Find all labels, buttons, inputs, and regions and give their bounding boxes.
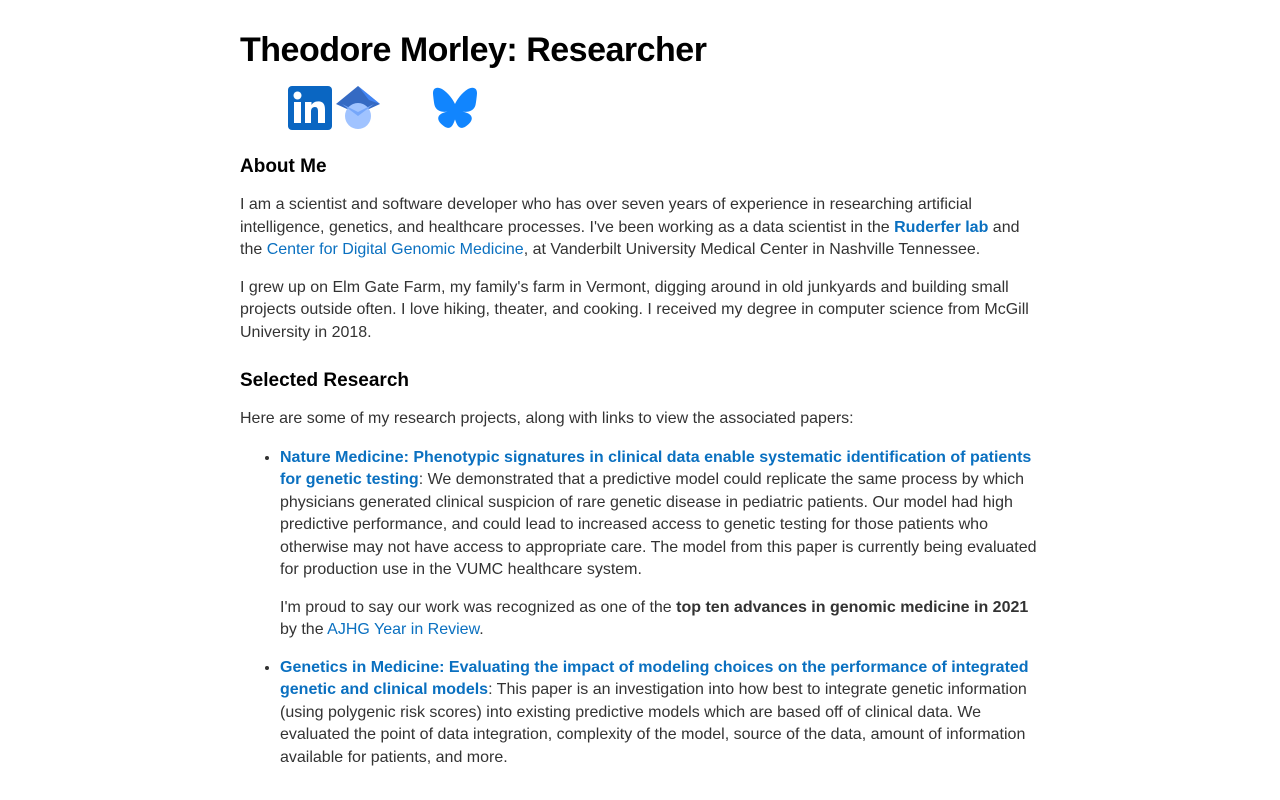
page-content [240, 0, 1040, 769]
google-scholar-link[interactable] [336, 86, 380, 130]
social-links [288, 86, 1040, 134]
about-heading: About Me [240, 156, 327, 177]
ruderfer-lab-link[interactable]: Ruderfer lab [894, 218, 989, 236]
research-item [280, 447, 1040, 642]
bluesky-link[interactable] [432, 86, 478, 130]
about-text-1: I am a scientist and software developer who has over seven years of experience in researching artificial intelligence, genetics, and healthcare processes. I've been working as a data scientist in the [240, 196, 972, 236]
ajhg-link[interactable]: AJHG Year in Review [327, 621, 480, 638]
research-item [280, 657, 1040, 770]
genetics-in-medicine-paper-link[interactable]: Genetics in Medicine: Evaluating the impact of modeling choices on the performance of integrated genetic and clinical models [280, 658, 1029, 698]
about-paragraph-1 [240, 194, 1040, 262]
nature-medicine-paper-link[interactable]: Nature Medicine: Phenotypic signatures in clinical data enable systematic identification of patients for genetic testing [280, 448, 1032, 488]
cdgm-link[interactable]: Center for Digital Genomic Medicine [266, 241, 524, 258]
research-description: : We demonstrated that a predictive model could replicate the same process by which physicians generated clinical suspicion of rare genetic disease in pediatric patients. Our model had high predictive performance, and could lead to increased access to genetic testing for those patients who otherwise may not have access to appropriate care. The model from this paper is currently being evaluated for production use in the VUMC healthcare system. [280, 471, 1037, 578]
note-text-1: I'm proud to say our work was recognized as one of the [280, 598, 677, 616]
linkedin-icon [288, 86, 332, 130]
note-highlight: top ten advances in genomic medicine in 2021 [676, 598, 1029, 616]
research-description: : This paper is an investigation into how best to integrate genetic information (using polygenic risk scores) into existing predictive models which are based off of clinical data. We evaluated the point of data integration, complexity of the model, source of the data, amount of information available for patients, and more. [280, 681, 1027, 766]
research-intro: Here are some of my research projects, along with links to view the associated papers: [240, 410, 854, 427]
about-text-3: , at Vanderbilt University Medical Center in Nashville Tennessee. [523, 241, 981, 258]
bluesky-butterfly-icon [432, 86, 478, 130]
about-paragraph-2: I grew up on Elm Gate Farm, my family's farm in Vermont, digging around in old junkyards and building small projects outside often. I love hiking, theater, and cooking. I received my degree in computer science from McGill University in 2018. [240, 278, 1029, 341]
research-heading: Selected Research [240, 370, 409, 391]
linkedin-link[interactable] [288, 86, 332, 130]
google-scholar-icon [336, 86, 380, 130]
page-title: Theodore Morley: Researcher [240, 31, 707, 69]
note-text-3: . [479, 621, 484, 638]
note-text-2: by the [280, 621, 328, 638]
recognition-note [280, 597, 1040, 642]
about-text-2: and the [240, 218, 1020, 258]
research-list [240, 447, 1040, 770]
